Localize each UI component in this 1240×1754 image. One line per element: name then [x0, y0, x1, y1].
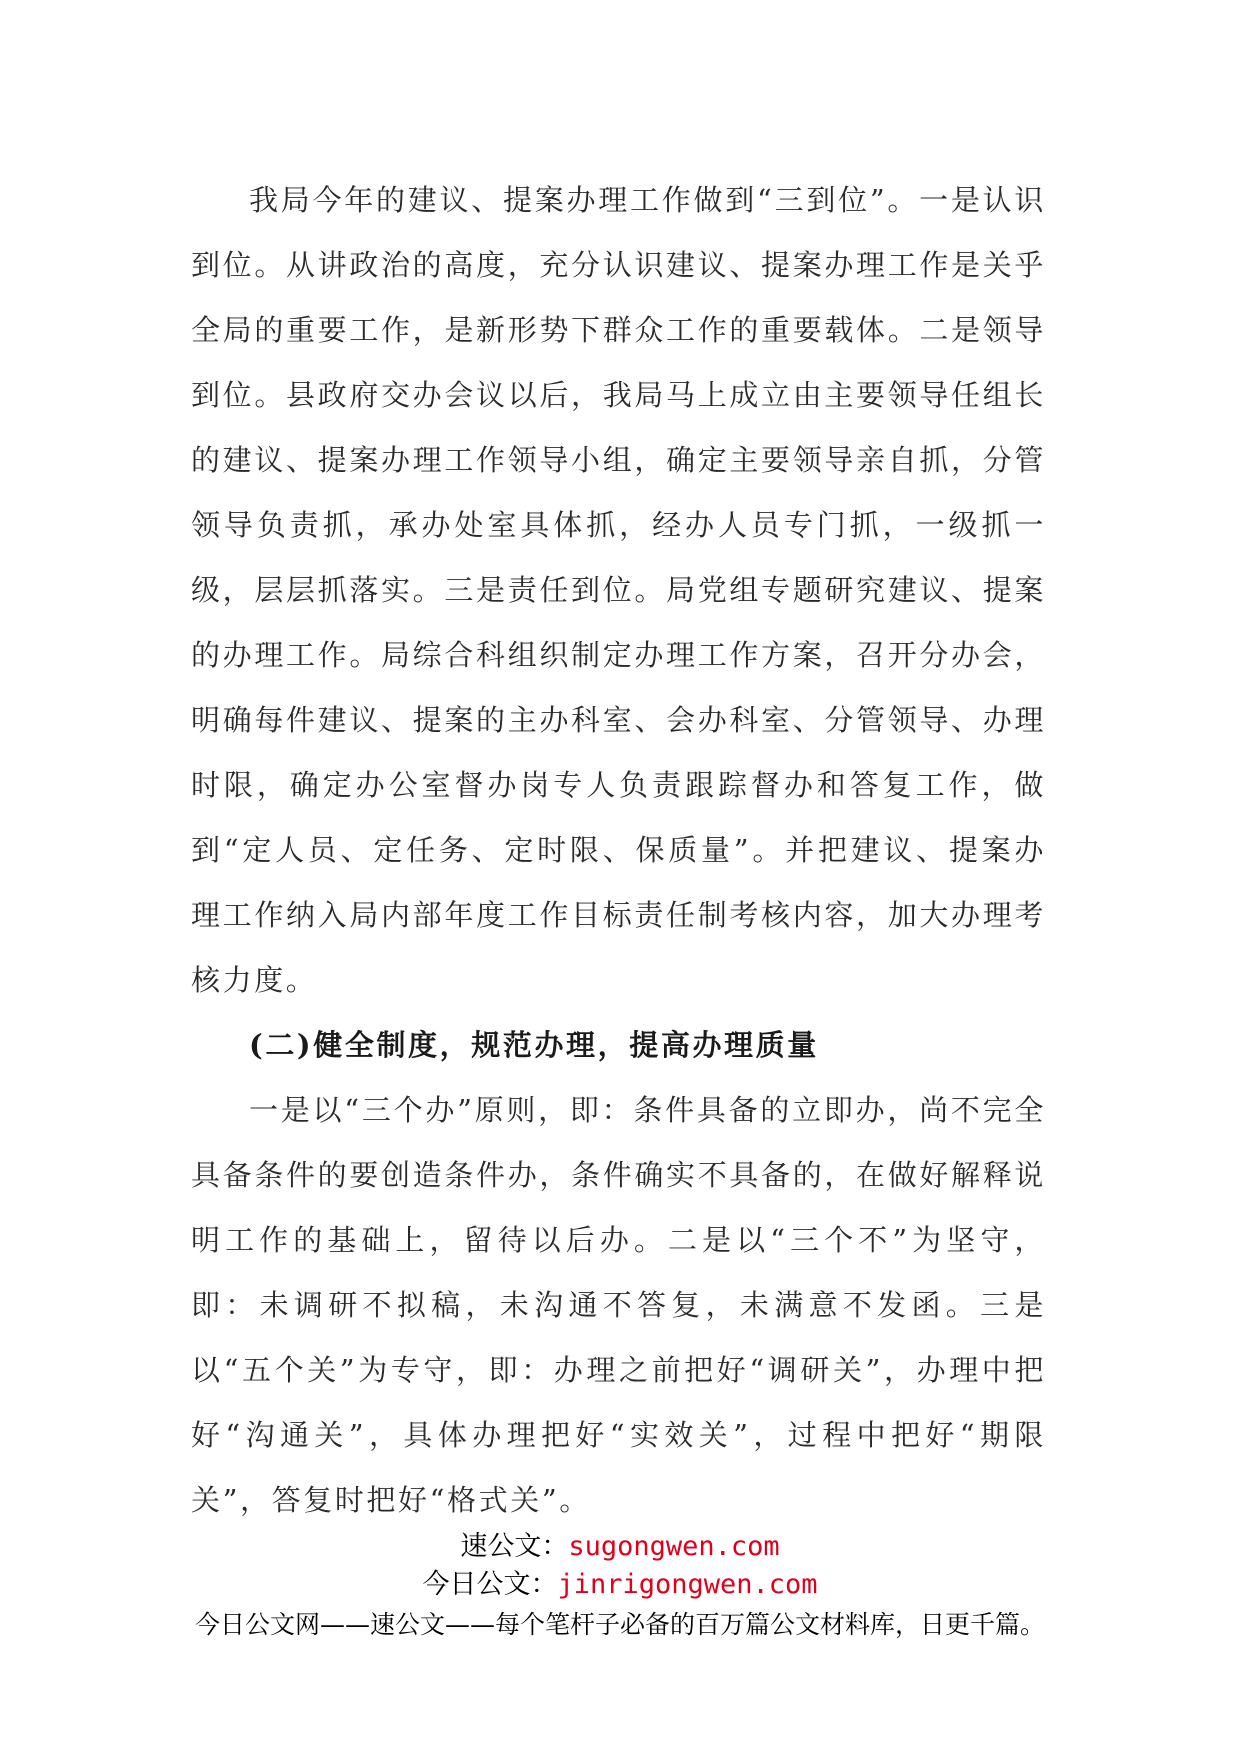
footer-site-url-1[interactable]: sugongwen.com: [568, 1531, 780, 1562]
footer-site-label-1: 速公文：: [460, 1531, 569, 1562]
document-body: [191, 168, 1046, 1533]
footer-site-line-1: [0, 1528, 1240, 1566]
footer-site-label-2: 今日公文：: [422, 1569, 558, 1600]
section-heading: (二)健全制度，规范办理，提高办理质量: [249, 1028, 819, 1062]
footer-site-url-2[interactable]: jinrigongwen.com: [557, 1569, 818, 1600]
body-paragraph-2: 一是以“三个办”原则，即：条件具备的立即办，尚不完全具备条件的要创造条件办，条件确实不具备的，在做好解释说明工作的基础上，留待以后办。二是以“三个不”为坚守，即：未调研不拟稿，未沟通不答复，未满意不发函。三是以“五个关”为专守，即：办理之前把好“调研关”，办理中把好“沟通关”，具体办理把好“实效关”，过程中把好“期限关”，答复时把好“格式关”。: [191, 1093, 1046, 1517]
body-paragraph-1: 我局今年的建议、提案办理工作做到“三到位”。一是认识到位。从讲政治的高度，充分认识建议、提案办理工作是关乎全局的重要工作，是新形势下群众工作的重要载体。二是领导到位。县政府交办会议以后，我局马上成立由主要领导任组长的建议、提案办理工作领导小组，确定主要领导亲自抓，分管领导负责抓，承办处室具体抓，经办人员专门抓，一级抓一级，层层抓落实。三是责任到位。局党组专题研究建议、提案的办理工作。局综合科组织制定办理工作方案，召开分办会，明确每件建议、提案的主办科室、会办科室、分管领导、办理时限，确定办公室督办岗专人负责跟踪督办和答复工作，做到“定人员、定任务、定时限、保质量”。并把建议、提案办理工作纳入局内部年度工作目标责任制考核内容，加大办理考核力度。: [191, 183, 1046, 997]
page-footer: [0, 1528, 1240, 1644]
footer-site-line-2: [0, 1566, 1240, 1604]
footer-slogan: 今日公文网——速公文——每个笔杆子必备的百万篇公文材料库，日更千篇。: [194, 1610, 1045, 1639]
